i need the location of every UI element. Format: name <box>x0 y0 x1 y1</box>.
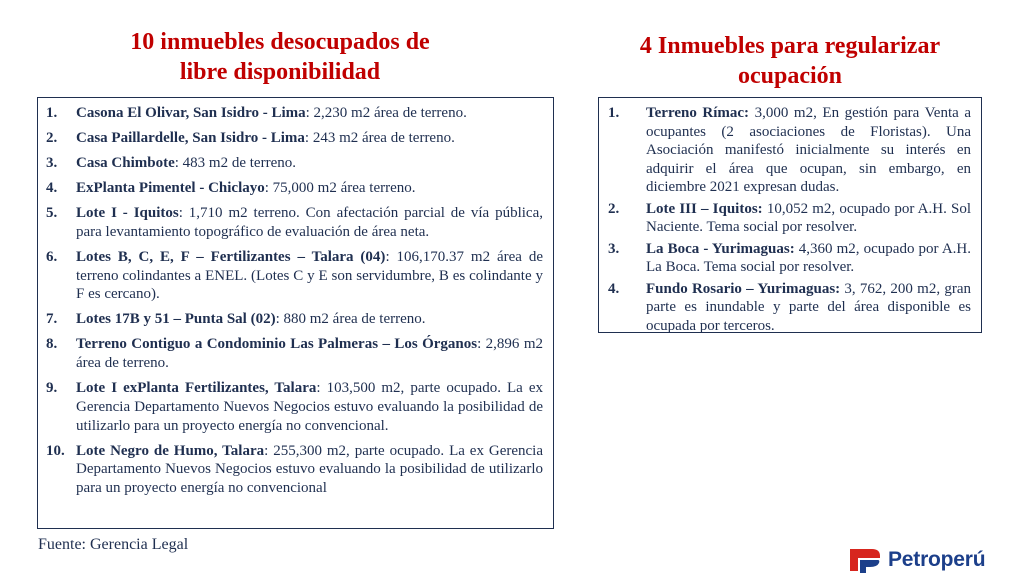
item-number: 5. <box>46 204 58 221</box>
item-number: 10. <box>46 442 65 459</box>
source-note: Fuente: Gerencia Legal <box>38 536 189 553</box>
item-detail: : 880 m2 área de terreno. <box>275 311 426 328</box>
item-number: 3. <box>46 154 58 171</box>
item-text <box>76 442 543 498</box>
petroperu-logo <box>848 545 985 575</box>
item-name: Lote I exPlanta Fertilizantes, Talara <box>76 380 317 397</box>
item-text <box>76 248 543 304</box>
list-item <box>46 104 543 123</box>
list-item <box>46 129 543 148</box>
left-title <box>40 27 520 87</box>
item-name: Terreno Rímac: <box>646 105 750 121</box>
right-title-line1: 4 Inmuebles para regularizar <box>639 33 941 59</box>
item-number: 4. <box>46 179 58 196</box>
item-name: La Boca - Yurimaguas: <box>646 240 795 257</box>
item-text <box>646 240 971 277</box>
item-detail: : 103,500 m2, parte ocupado. La ex Gerencia Departamento Nuevos Negocios estuvo evaluando la posibilidad de utilizarlo para un proyecto energía no convencional. <box>76 380 544 434</box>
item-name: Lote I - Iquitos <box>76 204 179 221</box>
item-number: 1. <box>608 105 620 121</box>
item-number: 2. <box>46 129 58 146</box>
item-text <box>76 179 543 198</box>
item-name: Fundo Rosario – Yurimaguas: <box>646 280 841 297</box>
item-detail: : 75,000 m2 área terreno. <box>264 179 416 196</box>
right-title <box>590 31 990 91</box>
item-detail: : 106,170.37 m2 área de terreno colindantes a ENEL. (Lotes C y E son servidumbre, B es colindante y F es cercano). <box>76 248 543 303</box>
item-number: 4. <box>608 280 620 297</box>
item-detail: 10,052 m2, ocupado por A.H. Sol Naciente. Tema social por resolver. <box>646 200 972 235</box>
occupied-properties-list <box>608 104 971 335</box>
item-number: 7. <box>46 311 58 328</box>
vacant-properties-box <box>37 97 554 529</box>
item-number: 9. <box>46 380 58 397</box>
item-name: Lote Negro de Humo, Talara <box>76 442 265 459</box>
list-item <box>46 154 543 173</box>
occupied-properties-box <box>598 97 982 333</box>
list-item <box>46 179 543 198</box>
item-name: Casa Paillardelle, San Isidro - Lima <box>76 129 305 146</box>
item-text <box>646 104 971 197</box>
list-item <box>608 240 971 277</box>
item-text <box>76 104 543 123</box>
left-title-line2: libre disponibilidad <box>179 59 381 85</box>
item-detail: 4,360 m2, ocupado por A.H. La Boca. Tema social por resolver. <box>646 240 971 275</box>
item-name: Lotes 17B y 51 – Punta Sal (02) <box>76 311 276 328</box>
list-item <box>608 200 971 237</box>
item-detail: : 2,230 m2 área de terreno. <box>305 105 467 121</box>
item-text <box>646 200 971 237</box>
list-item <box>46 379 543 435</box>
item-number: 3. <box>608 240 620 257</box>
item-number: 2. <box>608 200 620 217</box>
item-text <box>76 379 543 435</box>
list-item <box>46 204 543 242</box>
list-item <box>46 248 543 304</box>
item-text <box>76 310 543 329</box>
right-title-line2: ocupación <box>737 63 842 89</box>
item-name: Lote III – Iquitos: <box>646 200 763 217</box>
logo-text: Petroperú <box>888 548 986 571</box>
item-number: 8. <box>46 336 58 353</box>
left-title-line1: 10 inmuebles desocupados de <box>130 29 430 55</box>
list-item <box>46 442 543 498</box>
item-detail: 3, 762, 200 m2, gran parte es inundable y parte del área disponible es ocupada por terceros. <box>646 280 971 334</box>
list-item <box>46 335 543 373</box>
item-detail: : 483 m2 de terreno. <box>174 154 296 171</box>
list-item <box>608 104 971 197</box>
item-text <box>646 280 971 336</box>
item-detail: 3,000 m2, En gestión para Venta a ocupantes (2 asociaciones de Floristas). Una Asociación manifestó inicialmente su interés en adquirir el área que ocupan, sin embargo, en diciembre 2021 expresan dudas. <box>646 105 971 195</box>
item-number: 6. <box>46 248 58 265</box>
item-number: 1. <box>46 105 58 121</box>
list-item <box>608 280 971 336</box>
item-text <box>76 204 543 242</box>
item-text <box>76 129 543 148</box>
item-detail: : 243 m2 área de terreno. <box>304 129 455 146</box>
petroperu-logo-icon <box>848 545 882 575</box>
item-detail: : 1,710 m2 terreno. Con afectación parcial de vía pública, para levantamiento topográfico de evaluación de área neta. <box>76 204 543 240</box>
item-text <box>76 335 543 373</box>
item-name: Terreno Contiguo a Condominio Las Palmeras – Los Órganos <box>76 336 478 353</box>
vacant-properties-list <box>46 104 543 498</box>
list-item <box>46 310 543 329</box>
item-text <box>76 154 543 173</box>
item-name: Lotes B, C, E, F – Fertilizantes – Talara (04) <box>76 248 386 265</box>
item-name: ExPlanta Pimentel - Chiclayo <box>76 179 265 196</box>
item-detail: : 255,300 m2, parte ocupado. La ex Gerencia Departamento Nuevos Negocios estuvo evaluando la posibilidad de utilizarlo para un proyecto energía no convencional <box>76 442 543 497</box>
item-name: Casa Chimbote <box>76 154 175 171</box>
item-name: Casona El Olivar, San Isidro - Lima <box>76 105 306 121</box>
item-detail: : 2,896 m2 área de terreno. <box>76 336 543 372</box>
